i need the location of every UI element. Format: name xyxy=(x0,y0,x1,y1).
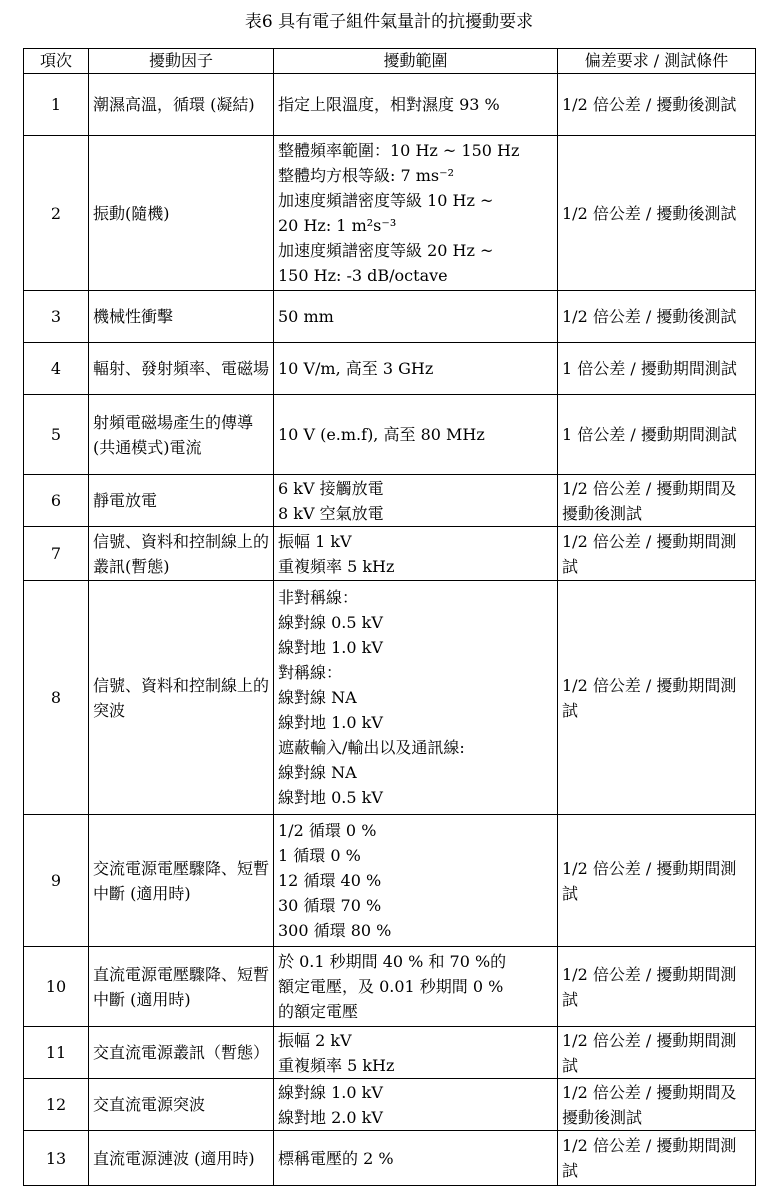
row-number: 10 xyxy=(24,947,89,1027)
table-row xyxy=(24,475,756,527)
range-line: 加速度頻譜密度等級 20 Hz ~ xyxy=(278,241,494,260)
range-line: 振幅 2 kV xyxy=(278,1030,352,1050)
disturbance-factor: 信號、資料和控制線上的突波 xyxy=(89,581,274,815)
requirement-condition: 1 倍公差 / 擾動期間測試 xyxy=(558,395,756,475)
disturbance-range xyxy=(274,581,558,815)
disturbance-factor: 交流電源電壓驟降、短暫中斷 (適用時) xyxy=(89,815,274,947)
range-line: 指定上限溫度，相對濕度 93 % xyxy=(278,95,500,114)
table-row xyxy=(24,291,756,343)
row-number: 12 xyxy=(24,1079,89,1131)
disturbance-factor: 直流電源漣波 (適用時) xyxy=(89,1131,274,1186)
range-line: 線對地 0.5 kV xyxy=(278,788,383,807)
range-line: 1 循環 0 % xyxy=(278,846,361,865)
disturbance-range xyxy=(274,74,558,136)
row-number: 2 xyxy=(24,136,89,291)
disturbance-factor: 潮濕高溫，循環 (凝結) xyxy=(89,74,274,136)
requirement-condition: 1/2 倍公差 / 擾動期間測試 xyxy=(558,527,756,581)
table-row xyxy=(24,815,756,947)
table-row xyxy=(24,343,756,395)
disturbance-factor: 直流電源電壓驟降、短暫中斷 (適用時) xyxy=(89,947,274,1027)
disturbance-range xyxy=(274,1079,558,1131)
range-line: 重複頻率 5 kHz xyxy=(278,556,395,576)
requirement-condition: 1/2 倍公差 / 擾動期間及擾動後測試 xyxy=(558,1079,756,1131)
table-row xyxy=(24,581,756,815)
header-factor: 擾動因子 xyxy=(89,49,274,74)
requirement-condition: 1/2 倍公差 / 擾動期間測試 xyxy=(558,815,756,947)
range-line: 線對線 1.0 kV xyxy=(278,1082,383,1102)
disturbance-factor: 靜電放電 xyxy=(89,475,274,527)
requirement-condition: 1/2 倍公差 / 擾動期間測試 xyxy=(558,581,756,815)
row-number: 3 xyxy=(24,291,89,343)
disturbance-table xyxy=(23,48,756,1186)
range-line: 整體頻率範圍：10 Hz ~ 150 Hz xyxy=(278,141,520,160)
row-number: 11 xyxy=(24,1027,89,1079)
range-line: 12 循環 40 % xyxy=(278,871,382,890)
range-line: 非對稱線： xyxy=(278,588,359,607)
disturbance-range xyxy=(274,1027,558,1079)
header-requirement: 偏差要求 / 測試條件 xyxy=(558,49,756,74)
range-line: 於 0.1 秒期間 40 % 和 70 %的 xyxy=(278,952,507,971)
table-row xyxy=(24,527,756,581)
requirement-condition: 1/2 倍公差 / 擾動期間測試 xyxy=(558,1131,756,1186)
range-line: 6 kV 接觸放電 xyxy=(278,478,384,498)
row-number: 5 xyxy=(24,395,89,475)
disturbance-range xyxy=(274,815,558,947)
range-line: 整體均方根等級: 7 ms⁻² xyxy=(278,166,454,185)
table-row xyxy=(24,947,756,1027)
range-line: 10 V (e.m.f), 高至 80 MHz xyxy=(278,425,485,444)
row-number: 4 xyxy=(24,343,89,395)
requirement-condition: 1/2 倍公差 / 擾動後測試 xyxy=(558,291,756,343)
range-line: 線對線 NA xyxy=(278,688,357,707)
row-number: 13 xyxy=(24,1131,89,1186)
disturbance-factor: 交直流電源叢訊（暫態） xyxy=(89,1027,274,1079)
header-no: 項次 xyxy=(24,49,89,74)
range-line: 線對線 0.5 kV xyxy=(278,613,383,632)
row-number: 1 xyxy=(24,74,89,136)
disturbance-factor: 信號、資料和控制線上的叢訊(暫態) xyxy=(89,527,274,581)
header-row xyxy=(24,49,756,74)
table-row xyxy=(24,74,756,136)
range-line: 的額定電壓 xyxy=(278,1002,359,1021)
range-line: 標稱電壓的 2 % xyxy=(278,1148,394,1168)
requirement-condition: 1/2 倍公差 / 擾動後測試 xyxy=(558,74,756,136)
disturbance-factor: 射頻電磁場產生的傳導(共通模式)電流 xyxy=(89,395,274,475)
range-line: 重複頻率 5 kHz xyxy=(278,1055,395,1075)
disturbance-range xyxy=(274,343,558,395)
table-row xyxy=(24,1027,756,1079)
disturbance-factor: 交直流電源突波 xyxy=(89,1079,274,1131)
disturbance-range xyxy=(274,395,558,475)
range-line: 8 kV 空氣放電 xyxy=(278,503,384,523)
disturbance-factor: 輻射、發射頻率、電磁場 xyxy=(89,343,274,395)
range-line: 300 循環 80 % xyxy=(278,921,392,940)
requirement-condition: 1/2 倍公差 / 擾動期間測試 xyxy=(558,1027,756,1079)
disturbance-factor: 振動(隨機) xyxy=(89,136,274,291)
table-row xyxy=(24,395,756,475)
range-line: 50 mm xyxy=(278,307,334,326)
range-line: 30 循環 70 % xyxy=(278,896,382,915)
range-line: 加速度頻譜密度等級 10 Hz ~ xyxy=(278,191,494,210)
range-line: 20 Hz: 1 m²s⁻³ xyxy=(278,216,397,235)
requirement-condition: 1 倍公差 / 擾動期間測試 xyxy=(558,343,756,395)
disturbance-range xyxy=(274,136,558,291)
requirement-condition: 1/2 倍公差 / 擾動期間及擾動後測試 xyxy=(558,475,756,527)
table-row xyxy=(24,1131,756,1186)
row-number: 9 xyxy=(24,815,89,947)
range-line: 1/2 循環 0 % xyxy=(278,821,377,840)
range-line: 線對地 1.0 kV xyxy=(278,638,383,657)
range-line: 振幅 1 kV xyxy=(278,531,352,551)
table-title: 表6 具有電子組件氣量計的抗擾動要求 xyxy=(244,12,534,32)
header-range: 擾動範圍 xyxy=(274,49,558,74)
range-line: 遮蔽輸入/輸出以及通訊線: xyxy=(278,738,465,757)
disturbance-range xyxy=(274,527,558,581)
disturbance-factor: 機械性衝擊 xyxy=(89,291,274,343)
range-line: 額定電壓，及 0.01 秒期間 0 % xyxy=(278,977,504,996)
range-line: 10 V/m, 高至 3 GHz xyxy=(278,359,434,378)
table-body xyxy=(24,74,756,1186)
disturbance-range xyxy=(274,291,558,343)
row-number: 7 xyxy=(24,527,89,581)
row-number: 8 xyxy=(24,581,89,815)
range-line: 150 Hz: -3 dB/octave xyxy=(278,266,448,285)
requirement-condition: 1/2 倍公差 / 擾動期間測試 xyxy=(558,947,756,1027)
disturbance-range xyxy=(274,475,558,527)
row-number: 6 xyxy=(24,475,89,527)
disturbance-range xyxy=(274,947,558,1027)
range-line: 線對地 2.0 kV xyxy=(278,1107,383,1127)
range-line: 線對線 NA xyxy=(278,763,357,782)
requirement-condition: 1/2 倍公差 / 擾動後測試 xyxy=(558,136,756,291)
disturbance-range xyxy=(274,1131,558,1186)
table-row xyxy=(24,136,756,291)
range-line: 對稱線： xyxy=(278,663,343,682)
table-row xyxy=(24,1079,756,1131)
range-line: 線對地 1.0 kV xyxy=(278,713,383,732)
